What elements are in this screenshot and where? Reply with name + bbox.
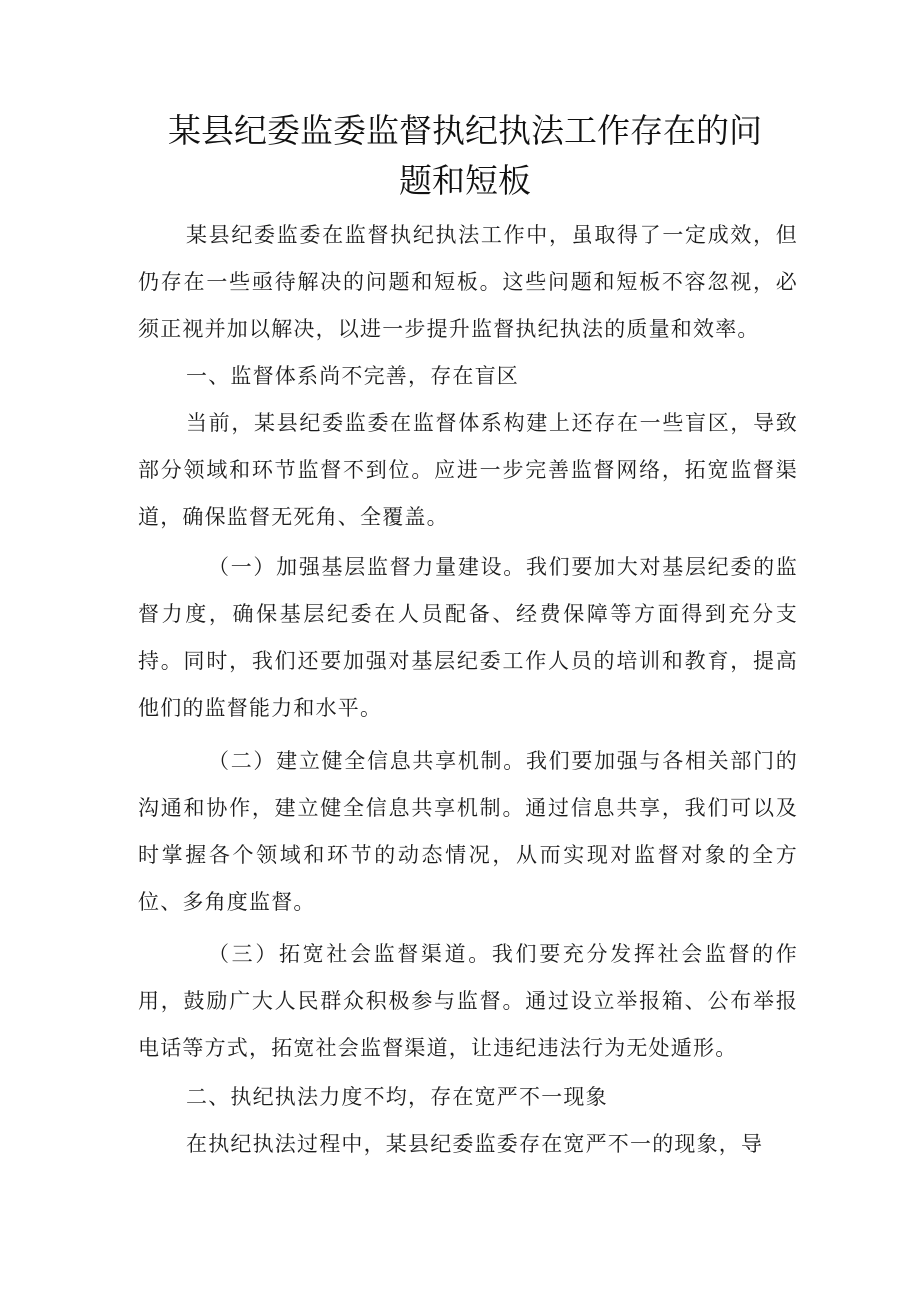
section-2-heading: 二、执纪执法力度不均，存在宽严不一现象 bbox=[186, 1085, 608, 1109]
title-line-1: 某县纪委监委监督执纪执法工作存在的问 bbox=[168, 111, 762, 150]
item-3-paragraph: （三）拓宽社会监督渠道。我们要充分发挥社会监督的作用，鼓励广大人民群众积极参与监督。通过设立举报箱、公布举报电话等方式，拓宽社会监督渠道，让违纪违法行为无处遁形。 bbox=[138, 942, 798, 1060]
document-title bbox=[140, 106, 790, 206]
item-2-paragraph: （二）建立健全信息共享机制。我们要加强与各相关部门的沟通和协作，建立健全信息共享机制。通过信息共享，我们可以及时掌握各个领域和环节的动态情况，从而实现对监督对象的全方位、多角度监督。 bbox=[138, 749, 798, 914]
item-1-paragraph: （一）加强基层监督力量建设。我们要加大对基层纪委的监督力度，确保基层纪委在人员配备、经费保障等方面得到充分支持。同时，我们还要加强对基层纪委工作人员的培训和教育，提高他们的监督能力和水平。 bbox=[138, 555, 798, 720]
section-1-body: 当前，某县纪委监委在监督体系构建上还存在一些盲区，导致部分领域和环节监督不到位。应进一步完善监督网络，拓宽监督渠道，确保监督无死角、全覆盖。 bbox=[138, 411, 798, 529]
section-1-heading: 一、监督体系尚不完善，存在盲区 bbox=[186, 364, 519, 388]
title-line-2: 题和短板 bbox=[399, 161, 531, 200]
section-2-body: 在执纪执法过程中，某县纪委监委存在宽严不一的现象，导 bbox=[186, 1132, 764, 1156]
intro-paragraph: 某县纪委监委在监督执纪执法工作中，虽取得了一定成效，但仍存在一些亟待解决的问题和短板。这些问题和短板不容忽视，必须正视并加以解决，以进一步提升监督执纪执法的质量和效率。 bbox=[138, 223, 798, 341]
